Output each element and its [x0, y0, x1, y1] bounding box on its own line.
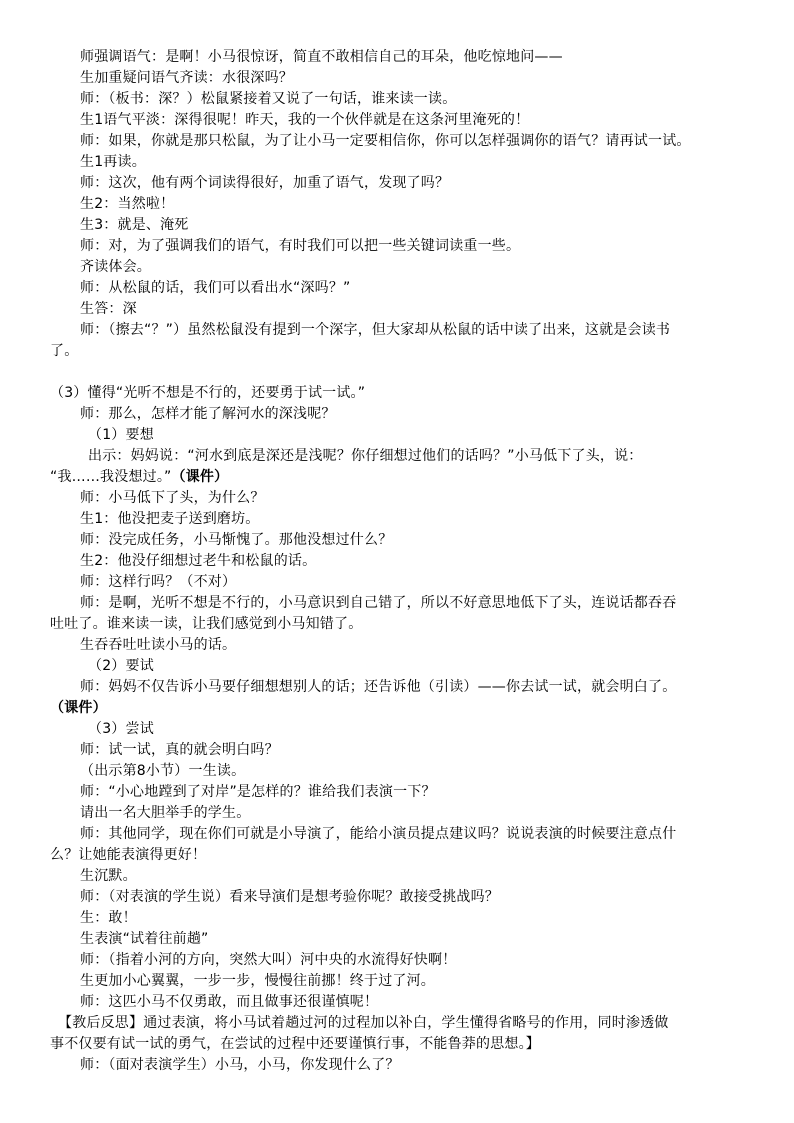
text-line: 师：（指着小河的方向，突然大叫）河中央的水流得好快啊！ [80, 952, 457, 968]
text-line: 生2：他没仔细想过老牛和松鼠的话。 [80, 553, 317, 569]
text-line: 师：这样行吗？（不对） [80, 574, 237, 590]
text-line: 师：（板书：深？）松鼠紧接着又说了一句话，谁来读一读。 [80, 91, 457, 107]
courseware-tag: （课件） [171, 469, 229, 485]
text-line: 生吞吞吐吐读小马的话。 [80, 637, 237, 653]
text-line: 么？让她能表演得更好！ [50, 847, 207, 863]
reflection-line: 事不仅要有试一试的勇气，在尝试的过程中还要谨慎行事，不能鲁莽的思想。】 [50, 1036, 540, 1052]
text-line [50, 467, 228, 487]
text-line: 生2：当然啦！ [80, 196, 175, 212]
text-line: 师：（面对表演学生）小马，小马，你发现什么了？ [80, 1057, 400, 1073]
text-line: 生答：深 [80, 301, 137, 317]
text-line: 师：是啊，光听不想是不行的，小马意识到自己错了，所以不好意思地低下了头，连说话都吞吞 [80, 595, 677, 611]
subheading: （2）要试 [88, 658, 154, 674]
text-line: 师：（对表演的学生说）看来导演们是想考验你呢？敢接受挑战吗？ [80, 889, 499, 905]
text-line: 了。 [50, 343, 79, 359]
text-line: 师：从松鼠的话，我们可以看出水“深吗？” [80, 280, 351, 296]
text-line: 生3：就是、淹死 [80, 217, 189, 233]
text-line: 师：这次，他有两个词读得很好，加重了语气，发现了吗？ [80, 175, 450, 191]
text-line: 师：妈妈不仅告诉小马要仔细想想别人的话；还告诉他（引读）——你去试一试，就会明白了。 [80, 679, 677, 695]
text-line: 生：敢！ [80, 910, 137, 926]
text-line: 师：（擦去“？”）虽然松鼠没有提到一个深字，但大家却从松鼠的话中读了出来，这就是会读书 [80, 322, 671, 338]
text-line: 生1再读。 [80, 154, 146, 170]
text-line: 请出一名大胆举手的学生。 [80, 805, 251, 821]
text-line: 齐读体会。 [80, 259, 151, 275]
text-line: 生表演“试着往前趟” [80, 931, 209, 947]
text-line: 吐吐了。谁来读一读，让我们感觉到小马知错了。 [50, 616, 363, 632]
text-line: 生沉默。 [80, 868, 137, 884]
text-line: 师：如果，你就是那只松鼠，为了让小马一定要相信你，你可以怎样强调你的语气？请再试一试。 [80, 133, 691, 149]
text-line: 师：这匹小马不仅勇敢，而且做事还很谨慎呢！ [80, 994, 379, 1010]
subheading: （1）要想 [88, 427, 154, 443]
text-line: 师强调语气：是啊！小马很惊讶，简直不敢相信自己的耳朵，他吃惊地问—— [80, 49, 563, 65]
quote-text: “我……我没想过。” [50, 469, 172, 485]
text-line: 师：小马低下了头，为什么？ [80, 490, 265, 506]
courseware-tag: （课件） [50, 700, 107, 716]
text-line: 师：“小心地蹚到了对岸”是怎样的？谁给我们表演一下？ [80, 784, 436, 800]
subheading: （3）尝试 [88, 721, 154, 737]
text-line: 生加重疑问语气齐读：水很深吗？ [80, 70, 293, 86]
section-heading: （3）懂得“光听不想是不行的，还要勇于试一试。” [50, 385, 366, 401]
text-line: 师：试一试，真的就会明白吗？ [80, 742, 279, 758]
text-line: 出示：妈妈说：“河水到底是深还是浅呢？你仔细想过他们的话吗？”小马低下了头，说： [88, 448, 643, 464]
text-line: 师：没完成任务，小马惭愧了。那他没想过什么？ [80, 532, 393, 548]
reflection-line: 【教后反思】通过表演，将小马试着趟过河的过程加以补白，学生懂得省略号的作用，同时渗透做 [58, 1015, 669, 1031]
text-line: 师：对，为了强调我们的语气，有时我们可以把一些关键词读重一些。 [80, 238, 521, 254]
text-line: 生更加小心翼翼，一步一步，慢慢往前挪！终于过了河。 [80, 973, 435, 989]
text-line: 师：其他同学，现在你们可就是小导演了，能给小演员提点建议吗？说说表演的时候要注意点什 [80, 826, 677, 842]
text-line: 生1语气平淡：深得很呢！昨天，我的一个伙伴就是在这条河里淹死的！ [80, 112, 530, 128]
text-line: （出示第8小节）一生读。 [80, 763, 246, 779]
text-line: 生1：他没把麦子送到磨坊。 [80, 511, 260, 527]
text-line: 师：那么，怎样才能了解河水的深浅呢？ [80, 406, 336, 422]
